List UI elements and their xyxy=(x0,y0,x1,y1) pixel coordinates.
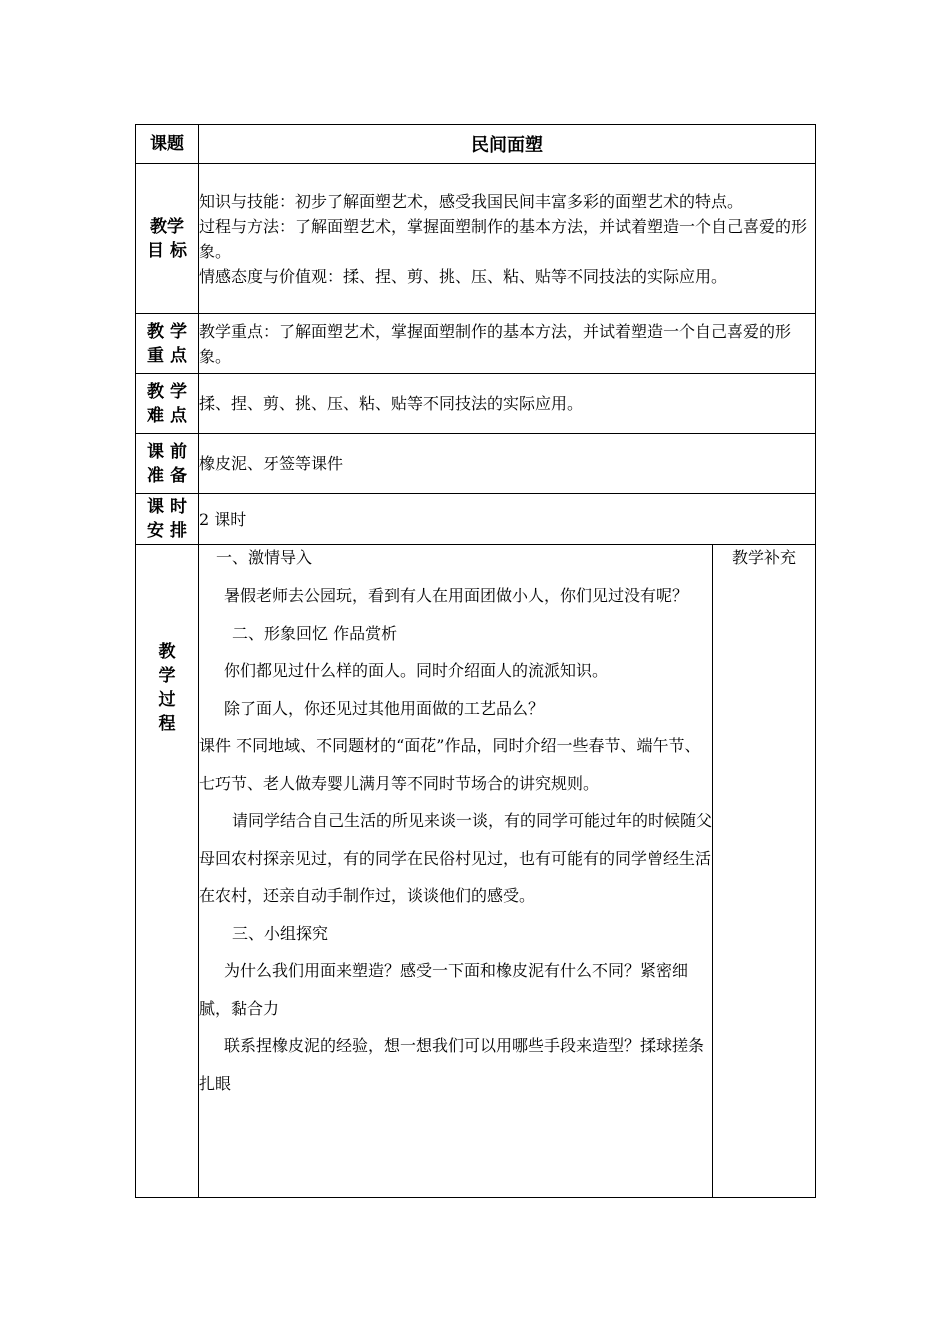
process-label: 教 学 过 程 xyxy=(136,545,199,1198)
objective-knowledge: 知识与技能：初步了解面塑艺术，感受我国民间丰富多彩的面塑艺术的特点。 xyxy=(199,191,744,211)
preparation-label: 课 前 准 备 xyxy=(136,434,199,494)
row-topic xyxy=(136,125,816,164)
preparation-text: 橡皮泥、牙签等课件 xyxy=(199,434,816,494)
row-objectives xyxy=(136,164,816,314)
row-schedule xyxy=(136,494,816,545)
row-key-points xyxy=(136,314,816,374)
row-difficulties xyxy=(136,374,816,434)
objective-process: 过程与方法：了解面塑艺术，掌握面塑制作的基本方法，并试着塑造一个自己喜爱的形象。 xyxy=(199,216,808,261)
objective-attitude: 情感态度与价值观：揉、捏、剪、挑、压、粘、贴等不同技法的实际应用。 xyxy=(199,266,728,286)
row-process xyxy=(136,545,816,1198)
objectives-label: 教学 目 标 xyxy=(136,164,199,314)
paragraph: 联系捏橡皮泥的经验，想一想我们可以用哪些手段来造型？揉球搓条 扎眼 xyxy=(199,1036,705,1093)
supplement-column: 教学补充 xyxy=(713,545,816,1198)
paragraph: 课件 不同地域、不同题材的“面花”作品，同时介绍一些春节、端午节、七巧节、老人做寿婴儿满月等不同时节场合的讲究规则。 xyxy=(199,736,701,793)
process-content xyxy=(199,545,713,1198)
paragraph: 你们都见过什么样的面人。同时介绍面人的流派知识。 xyxy=(224,661,609,680)
difficulties-label: 教 学 难 点 xyxy=(136,374,199,434)
paragraph: 暑假老师去公园玩，看到有人在用面团做小人，你们见过没有呢？ xyxy=(224,586,689,605)
paragraph: 请同学结合自己生活的所见来谈一谈，有的同学可能过年的时候随父母回农村探亲见过，有的同学在民俗村见过，也有可能有的同学曾经生活在农村，还亲自动手制作过，谈谈他们的感受。 xyxy=(199,811,713,905)
schedule-label: 课 时 安 排 xyxy=(136,494,199,545)
key-points-text: 教学重点：了解面塑艺术，掌握面塑制作的基本方法，并试着塑造一个自己喜爱的形象。 xyxy=(199,314,816,374)
paragraph: 为什么我们用面来塑造？感受一下面和橡皮泥有什么不同？紧密细腻，黏合力 xyxy=(199,961,689,1018)
row-preparation xyxy=(136,434,816,494)
schedule-text: 2 课时 xyxy=(199,494,816,545)
key-points-label: 教 学 重 点 xyxy=(136,314,199,374)
section-heading: 三、小组探究 xyxy=(232,923,329,943)
objectives-text xyxy=(199,164,816,314)
lesson-title: 民间面塑 xyxy=(199,125,816,164)
difficulties-text: 揉、捏、剪、挑、压、粘、贴等不同技法的实际应用。 xyxy=(199,374,816,434)
section-heading: 一、激情导入 xyxy=(216,548,313,567)
paragraph: 除了面人，你还见过其他用面做的工艺品么？ xyxy=(224,698,545,718)
topic-label: 课题 xyxy=(136,125,199,164)
lesson-plan-table xyxy=(135,124,816,1198)
section-heading: 二、形象回忆 作品赏析 xyxy=(232,623,398,643)
